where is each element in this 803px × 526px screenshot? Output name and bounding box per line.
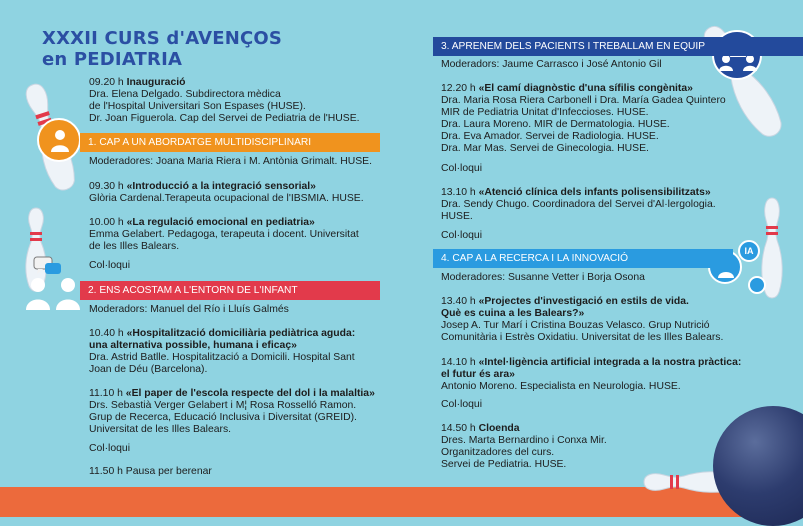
talk-speaker: MIR de Pediatria Unitat d'Infeccioses. HUSE.	[441, 106, 649, 118]
talk-speaker: Joan de Déu (Barcelona).	[89, 363, 208, 375]
section-3-colloquium-2: Col·loqui	[441, 230, 483, 241]
talk-time: 13.10 h	[441, 187, 476, 198]
section-3-moderators: Moderadors: Jaume Carrasco i José Antonio Gil	[441, 59, 662, 70]
talk-time: 09.30 h	[89, 181, 124, 192]
opening-line: Dra. Elena Delgado. Subdirectora mèdica	[89, 88, 281, 100]
section-2-colloquium: Col·loqui	[89, 443, 131, 454]
section-4-colloquium: Col·loqui	[441, 399, 483, 410]
closing-block	[441, 423, 607, 471]
coffee-break: 11.50 h Pausa per berenar	[89, 466, 212, 477]
section-1-talk-2	[89, 217, 359, 253]
talk-time: 11.10 h	[89, 388, 123, 399]
section-1-colloquium: Col·loqui	[89, 260, 131, 271]
talk-speaker: Comunitària i Estrès Oxidatiu. Universitat de les Illes Balears.	[441, 331, 724, 343]
talk-speaker: Dra. Mar Mas. Servei de Ginecologia. HUSE.	[441, 142, 649, 154]
section-1-talk-1	[89, 181, 364, 205]
opening-heading	[89, 77, 360, 89]
talk-speaker: Glòria Cardenal.Terapeuta ocupacional de l'IBSMIA. HUSE.	[89, 192, 364, 204]
talk-title: «El camí diagnòstic d'una sífilis congènita»	[478, 83, 693, 94]
section-2-moderators: Moderadors: Manuel del Río i Lluís Galmés	[89, 304, 289, 315]
talk-speaker: Drs. Sebastià Verger Gelabert i M¦ Rosa Rosselló Ramon.	[89, 399, 357, 411]
talk-title: «Atenció clínica dels infants polisensibilitzats»	[478, 187, 711, 198]
closing-time: 14.50 h	[441, 423, 476, 434]
section-4-header: 4. CAP A LA RECERCA I LA INNOVACIÓ	[433, 249, 733, 268]
closing-line: Dres. Marta Bernardino i Conxa Mir.	[441, 434, 607, 446]
opening-line: de l'Hospital Universitari Son Espases (HUSE).	[89, 100, 306, 112]
talk-speaker: Josep A. Tur Marí i Cristina Bouzas Velasco. Grup Nutrició	[441, 319, 710, 331]
section-2-talk-1	[89, 328, 355, 376]
title-line-1: XXXII CURS d'AVENÇOS	[42, 28, 283, 49]
closing-line: Organitzadores del curs.	[441, 446, 555, 458]
section-1-moderators: Moderadores: Joana Maria Riera i M. Antònia Grimalt. HUSE.	[89, 156, 372, 167]
talk-time: 10.00 h	[89, 217, 124, 228]
opening-time: 09.20 h	[89, 77, 124, 88]
talk-speaker: Dra. Maria Rosa Riera Carbonell i Dra. María Gadea Quintero	[441, 94, 726, 106]
talk-speaker: Grup de Recerca, Educació Inclusiva i Diversitat (GREID).	[89, 411, 357, 423]
closing-line: Servei de Pediatria. HUSE.	[441, 458, 567, 470]
talk-title: una alternativa possible, humana i eficaç»	[89, 339, 297, 351]
talk-title: «Hospitalització domiciliària pediàtrica aguda:	[126, 328, 356, 339]
ai-badge	[738, 240, 760, 262]
title-line-2: en PEDIATRIA	[42, 49, 183, 70]
section-4-talk-2	[441, 357, 741, 393]
section-4-talk-1	[441, 296, 723, 344]
talk-time: 12.20 h	[441, 83, 476, 94]
talk-speaker: Antonio Moreno. Especialista en Neurologia. HUSE.	[441, 380, 681, 392]
opening-block	[89, 77, 360, 125]
closing-title: Cloenda	[478, 423, 520, 434]
page-title	[42, 28, 282, 70]
talk-speaker: HUSE.	[441, 210, 473, 222]
section-2-talk-2	[89, 388, 375, 436]
talk-title: «Projectes d'investigació en estils de vida.	[478, 296, 689, 307]
talk-time: 13.40 h	[441, 296, 476, 307]
talk-speaker: Dra. Sendy Chugo. Coordinadora del Servei d'Al·lergologia.	[441, 198, 716, 210]
section-2-header: 2. ENS ACOSTAM A L'ENTORN DE L'INFANT	[80, 281, 380, 300]
talk-title: «Introducció a la integració sensorial»	[126, 181, 316, 192]
ai-label: IA	[744, 246, 754, 256]
share-icon	[748, 276, 766, 294]
talk-time: 10.40 h	[89, 328, 124, 339]
section-4-moderators: Moderadores: Susanne Vetter i Borja Osona	[441, 272, 645, 283]
talk-speaker: Dra. Laura Moreno. MIR de Dermatologia. HUSE.	[441, 118, 670, 130]
talk-title: «El paper de l'escola respecte del dol i la malaltia»	[125, 388, 375, 399]
team-icon	[37, 118, 81, 162]
talk-speaker: de les Illes Balears.	[89, 240, 180, 252]
family-icon	[24, 276, 82, 310]
opening-line: Dr. Joan Figuerola. Cap del Servei de Pediatria de l'HUSE.	[89, 112, 360, 124]
talk-speaker: Dra. Eva Amador. Servei de Radiologia. HUSE.	[441, 130, 659, 142]
section-3-talk-2	[441, 187, 716, 223]
talk-title: el futur és ara»	[441, 368, 515, 380]
opening-title: Inauguració	[126, 77, 186, 88]
section-3-colloquium: Col·loqui	[441, 163, 483, 174]
talk-title: Què es cuina a les Balears?»	[441, 307, 585, 319]
talk-title: «Intel·ligència artificial integrada a la nostra pràctica:	[478, 357, 742, 368]
section-3-talk-1	[441, 83, 726, 154]
talk-speaker: Emma Gelabert. Pedagoga, terapeuta i docent. Universitat	[89, 228, 359, 240]
chat-icon	[33, 256, 63, 278]
talk-title: «La regulació emocional en pediatria»	[126, 217, 315, 228]
talk-time: 14.10 h	[441, 357, 476, 368]
section-1-header: 1. CAP A UN ABORDATGE MULTIDISCIPLINARI	[80, 133, 380, 152]
talk-speaker: Universitat de les Illes Balears.	[89, 423, 232, 435]
section-3-header: 3. APRENEM DELS PACIENTS I TREBALLAM EN EQUIP	[433, 37, 803, 56]
talk-speaker: Dra. Astrid Batlle. Hospitalització a Domicili. Hospital Sant	[89, 351, 355, 363]
